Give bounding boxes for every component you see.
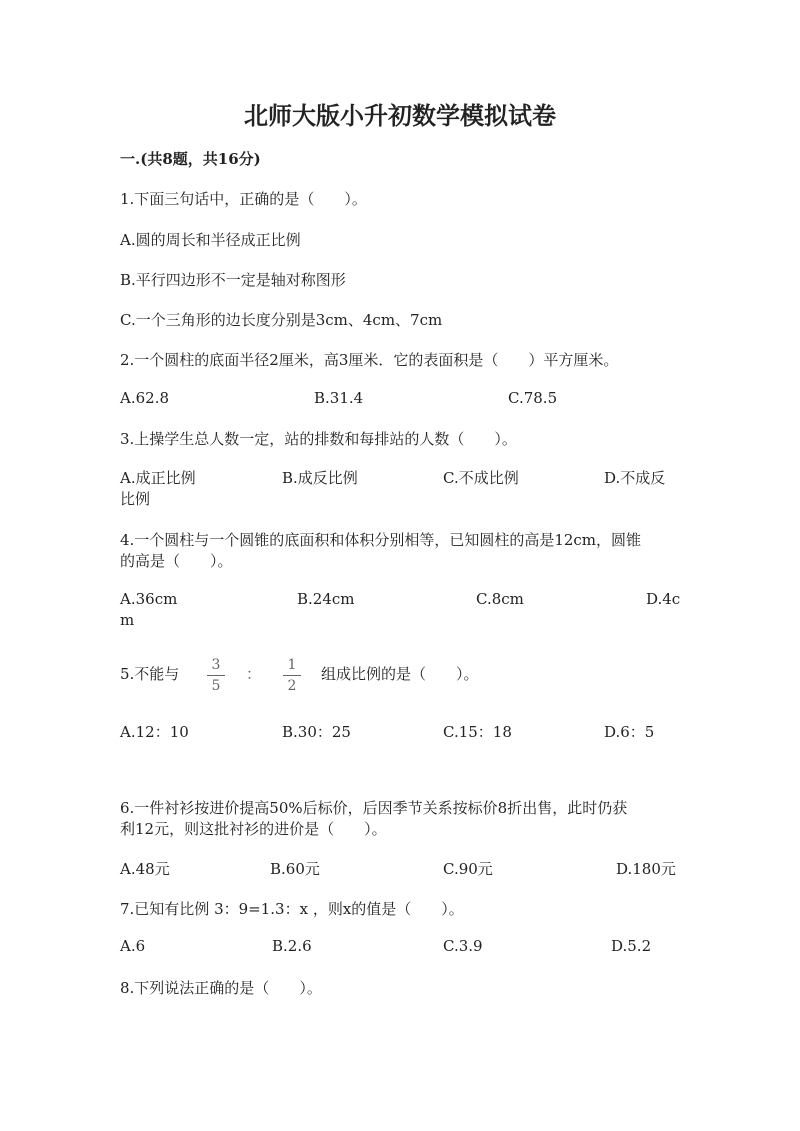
question-2-option-b: B.31.4	[314, 389, 364, 407]
question-6-option-b: B.60元	[270, 860, 320, 878]
question-7-stem: 7.已知有比例 3：9=1.3：x ，则x的值是（ ）。	[120, 900, 464, 918]
fraction-denominator: 2	[287, 678, 297, 694]
question-3-option-d: D.不成反	[604, 469, 666, 487]
question-1-option-b: B.平行四边形不一定是轴对称图形	[120, 271, 346, 289]
fraction-one-half	[281, 656, 303, 695]
question-5-prefix: 5.不能与	[120, 665, 180, 683]
question-6-stem: 6.一件衬衫按进价提高50%后标价，后因季节关系按标价8折出售，此时仍获	[120, 799, 628, 817]
question-4-option-d-wrap: m	[120, 611, 135, 629]
section-heading: 一.(共8题，共16分)	[120, 150, 261, 168]
question-6-stem-cont: 利12元，则这批衬衫的进价是（ ）。	[120, 820, 387, 838]
question-2-option-c: C.78.5	[508, 389, 558, 407]
question-1-option-c: C.一个三角形的边长度分别是3cm、4cm、7cm	[120, 311, 443, 329]
question-2-option-a: A.62.8	[120, 389, 169, 407]
fraction-numerator: 3	[211, 657, 221, 673]
question-4-option-c: C.8cm	[476, 590, 524, 608]
fraction-numerator: 1	[287, 657, 297, 673]
question-1-option-a: A.圆的周长和半径成正比例	[120, 231, 301, 249]
question-5-suffix: 组成比例的是（ ）。	[321, 665, 479, 683]
question-4-stem-cont: 的高是（ ）。	[120, 552, 233, 570]
question-7-option-b: B.2.6	[272, 937, 312, 955]
question-7-option-d: D.5.2	[611, 937, 652, 955]
question-5-option-c: C.15：18	[443, 723, 512, 741]
question-3-option-a: A.成正比例	[120, 469, 196, 487]
question-4-option-d: D.4c	[646, 590, 681, 608]
question-6-option-c: C.90元	[443, 860, 493, 878]
fraction-denominator: 5	[211, 678, 221, 694]
fraction-three-fifths	[205, 656, 227, 695]
question-1-stem: 1.下面三句话中，正确的是（ ）。	[120, 190, 367, 208]
question-3-option-b: B.成反比例	[282, 469, 358, 487]
question-6-option-d: D.180元	[616, 860, 676, 878]
fraction-bar	[207, 675, 225, 676]
ratio-colon: ：	[246, 665, 262, 683]
question-5-option-a: A.12：10	[120, 723, 189, 741]
question-7-option-a: A.6	[120, 937, 146, 955]
question-5-option-d: D.6：5	[604, 723, 655, 741]
question-8-stem: 8.下列说法正确的是（ ）。	[120, 979, 322, 997]
question-2-stem: 2.一个圆柱的底面半径2厘米，高3厘米．它的表面积是（ ）平方厘米。	[120, 351, 619, 369]
page-title: 北师大版小升初数学模拟试卷	[244, 101, 556, 130]
question-3-option-d-wrap: 比例	[120, 490, 151, 508]
question-4-stem: 4.一个圆柱与一个圆锥的底面积和体积分别相等，已知圆柱的高是12cm，圆锥	[120, 531, 642, 549]
question-5-option-b: B.30：25	[282, 723, 351, 741]
question-6-option-a: A.48元	[120, 860, 170, 878]
question-7-option-c: C.3.9	[443, 937, 483, 955]
question-3-option-c: C.不成比例	[443, 469, 519, 487]
question-4-option-a: A.36cm	[120, 590, 178, 608]
question-4-option-b: B.24cm	[297, 590, 355, 608]
fraction-bar	[283, 675, 301, 676]
question-3-stem: 3.上操学生总人数一定，站的排数和每排站的人数（ ）。	[120, 430, 517, 448]
